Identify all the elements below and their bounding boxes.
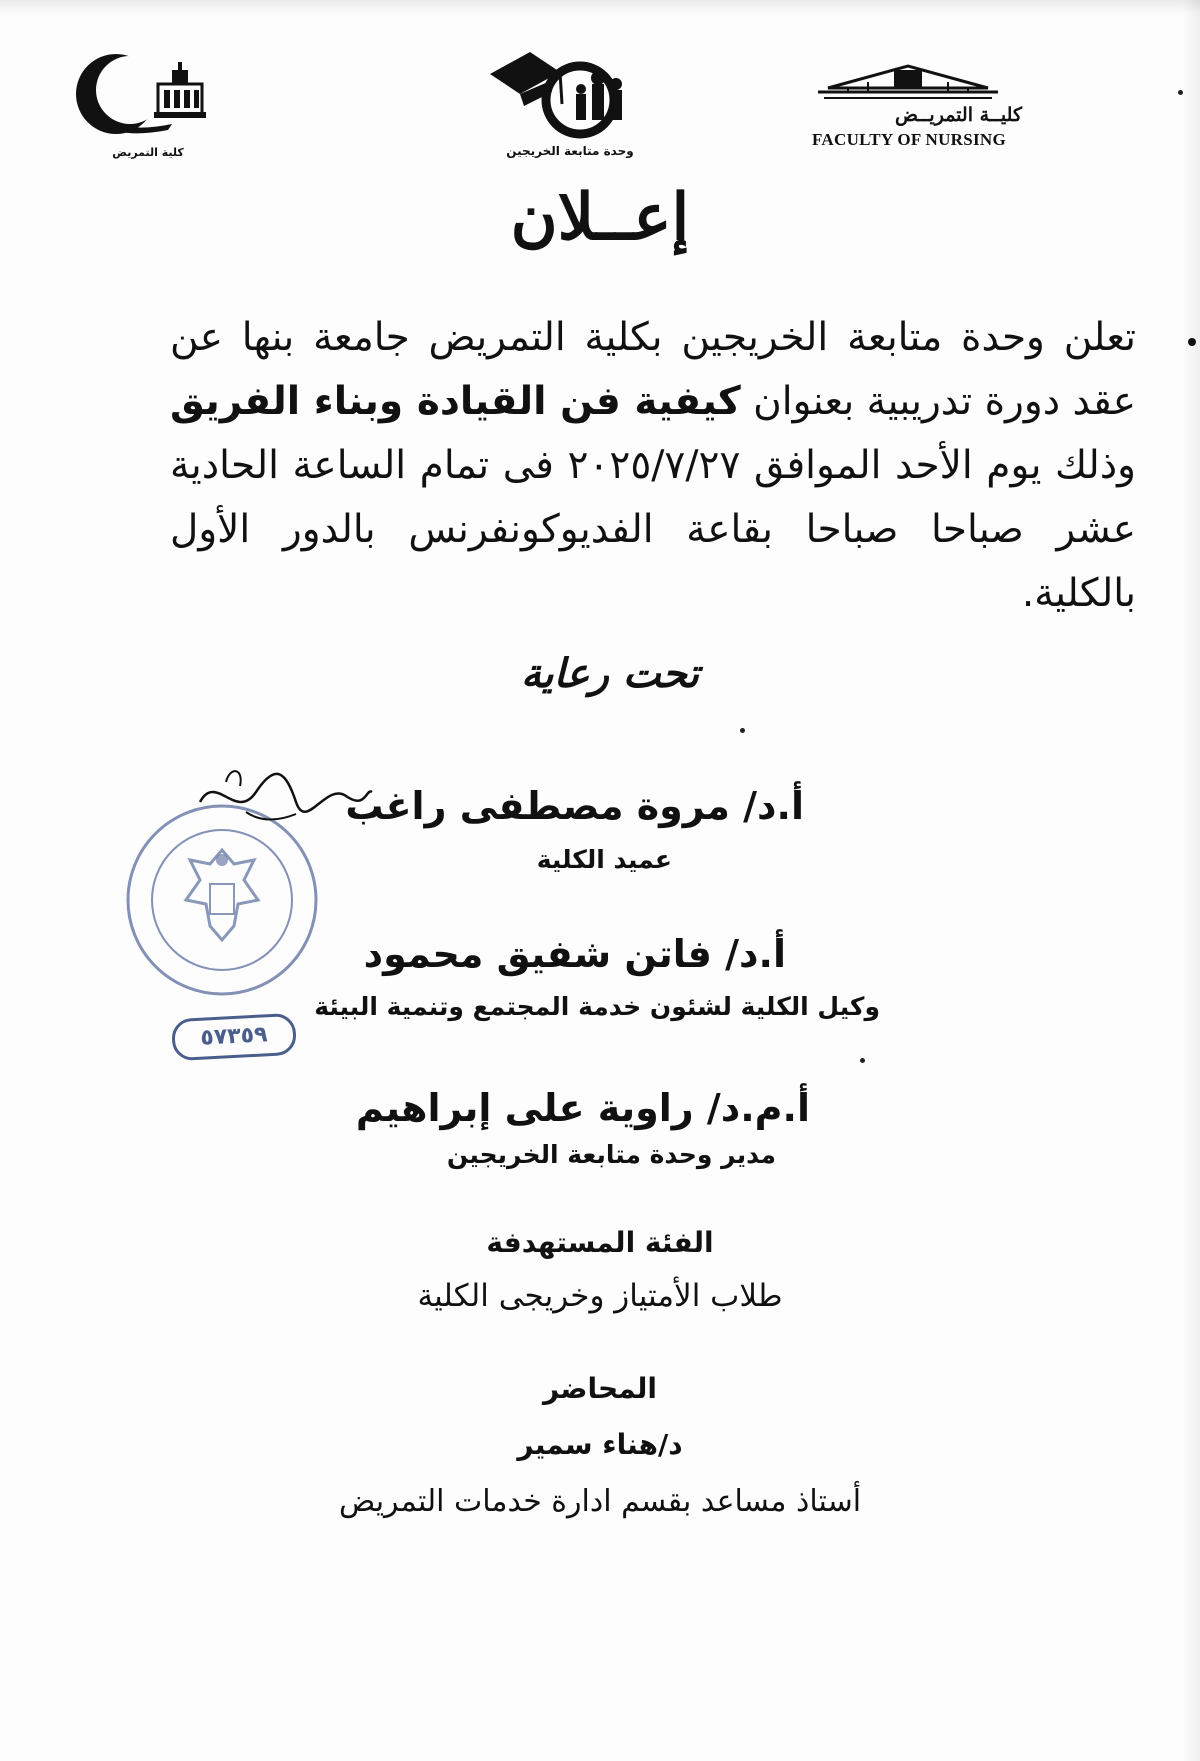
- vice-dean-name: أ.د/ فاتن شفيق محمود: [363, 932, 786, 976]
- vice-dean-role: وكيل الكلية لشئون خدمة المجتمع وتنمية البيئة: [314, 992, 880, 1021]
- course-title: كيفية فن القيادة وبناء الفريق: [170, 379, 741, 424]
- faculty-emblem-logo: [68, 50, 248, 170]
- scan-speck: [1178, 90, 1183, 95]
- scan-top-shadow: [0, 0, 1200, 14]
- stamp-number: ٥٧٣٥٩: [171, 1013, 297, 1061]
- dean-role: عميد الكلية: [536, 845, 672, 874]
- page-title: إعــلان: [510, 180, 690, 255]
- announcement-body: [170, 306, 1136, 626]
- target-audience-value: طلاب الأمتياز وخريجى الكلية: [417, 1278, 783, 1314]
- scan-edge-shadow: [1182, 0, 1200, 1761]
- graduates-unit-logo: [480, 44, 660, 174]
- lecturer-title: أستاذ مساعد بقسم ادارة خدمات التمريض: [338, 1484, 862, 1519]
- unit-director-name: أ.م.د/ راوية على إبراهيم: [355, 1086, 810, 1130]
- center-logo-caption: وحدة متابعة الخريجين: [506, 144, 634, 158]
- paragraph-bullet: [1188, 338, 1196, 346]
- scan-speck: [860, 1058, 865, 1063]
- dean-name: أ.د/ مروة مصطفى راغب: [345, 784, 804, 828]
- announcement-part2: وذلك يوم الأحد الموافق ٢٠٢٥/٧/٢٧ فى تمام الساعة الحادية عشر صباحا صباحا بقاعة الفديوكونفرنس بالدور الأول بالكلية.: [170, 443, 1136, 616]
- lecturer-name: د/هناء سمير: [517, 1428, 683, 1461]
- crescent-building-icon: [68, 50, 228, 146]
- lecturer-label: المحاضر: [542, 1372, 658, 1405]
- left-logo-caption: كلية التمريض: [112, 146, 184, 159]
- right-logo-english: FACULTY OF NURSING: [812, 130, 1006, 149]
- faculty-building-logo: [808, 60, 1028, 160]
- right-logo-arabic: كليــة التمريــض: [895, 104, 1022, 126]
- unit-director-role: مدير وحدة متابعة الخريجين: [446, 1140, 776, 1169]
- announcement-part1: تعلن وحدة متابعة الخريجين بكلية التمريض جامعة بنها عن عقد دورة تدريبية بعنوان: [170, 315, 1136, 424]
- building-icon: [808, 60, 1028, 106]
- patronage-heading: تحت رعاية: [520, 650, 700, 697]
- target-audience-label: الفئة المستهدفة: [486, 1226, 714, 1259]
- scan-speck: [740, 728, 745, 733]
- graduation-cap-icon: [480, 44, 660, 144]
